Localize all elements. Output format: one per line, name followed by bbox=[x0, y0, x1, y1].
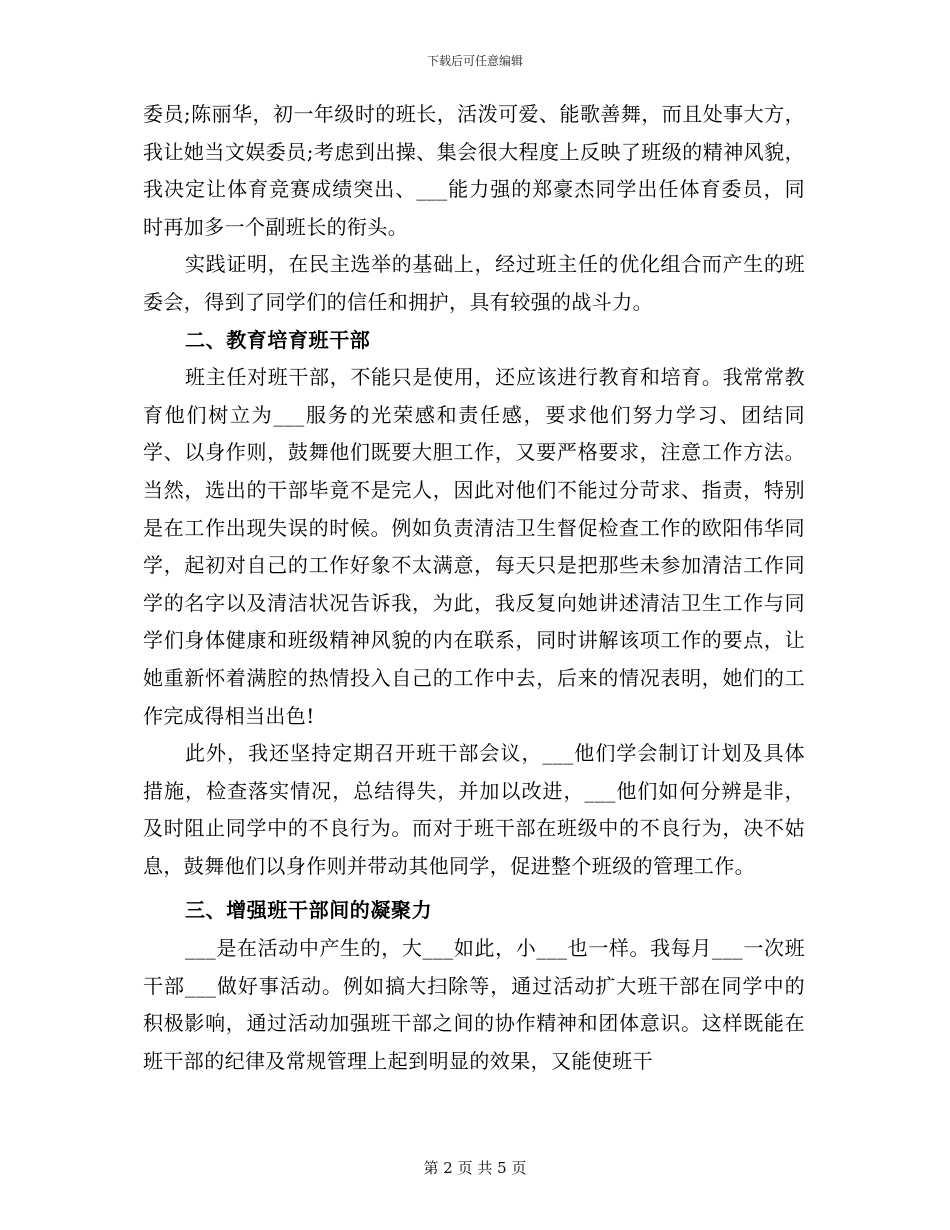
section-heading-3: 三、增强班干部间的凝聚力 bbox=[185, 898, 433, 923]
paragraph-cohesion: ___是在活动中产生的，大___如此，小___也一样。我每月___一次班干部___做好事活动。例如搞大扫除等，通过活动扩大班干部在同学中的积极影响，通过活动加强班干部之间的协作精神和团体意识。这样既能在班干部的纪律及常规管理上起到明显的效果，又能使班干 bbox=[143, 936, 805, 1073]
paragraph-education: 班主任对班干部，不能只是使用，还应该进行教育和培育。我常常教育他们树立为___服务的光荣感和责任感，要求他们努力学习、团结同学、以身作则，鼓舞他们既要大胆工作，又要严格要求，注意工作方法。当然，选出的干部毕竟不是完人，因此对他们不能过分苛求、指责，特别是在工作出现失误的时候。例如负责清洁卫生督促检查工作的欧阳伟华同学，起初对自己的工作好象不太满意，每天只是把那些未参加清洁工作同学的名字以及清洁状况告诉我，为此，我反复向她讲述清洁卫生工作与同学们身体健康和班级精神风貌的内在联系，同时讲解该项工作的要点，让她重新怀着满腔的热情投入自己的工作中去，后来的情况表明，她们的工作完成得相当出色! bbox=[143, 365, 805, 728]
page-header-note: 下载后可任意编辑 bbox=[426, 54, 523, 68]
paragraph-practice-proves: 实践证明，在民主选举的基础上，经过班主任的优化组合而产生的班委会，得到了同学们的信任和拥护，具有较强的战斗力。 bbox=[143, 252, 805, 314]
section-heading-2: 二、教育培育班干部 bbox=[185, 327, 371, 352]
paragraph-meetings: 此外，我还坚持定期召开班干部会议，___他们学会制订计划及具体措施，检查落实情况，总结得失，并加以改进，___他们如何分辨是非，及时阻止同学中的不良行为。而对于班干部在班级中的不良行为，决不姑息，鼓舞他们以身作则并带动其他同学，促进整个班级的管理工作。 bbox=[143, 741, 805, 878]
page-footer-number: 第 2 页 共 5 页 bbox=[423, 1159, 527, 1177]
paragraph-continued: 委员;陈丽华，初一年级时的班长，活泼可爱、能歌善舞，而且处事大方，我让她当文娱委员;考虑到出操、集会很大程度上反映了班级的精神风貌，我决定让体育竞赛成绩突出、___能力强的郑豪杰同学出任体育委员，同时再加多一个副班长的衔头。 bbox=[143, 102, 805, 239]
document-body bbox=[143, 96, 805, 1080]
